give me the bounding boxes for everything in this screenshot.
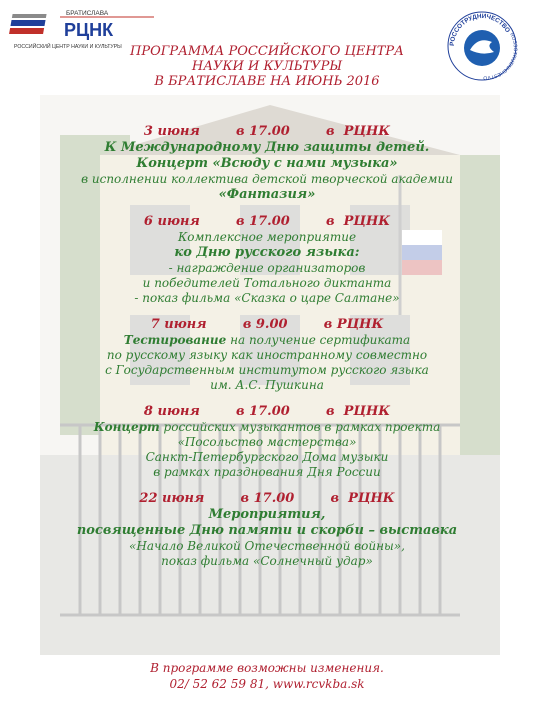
logo-arc-text-en: ROSSOTRUDNICHESTVO (483, 32, 518, 81)
event-time: в 9.00 (242, 317, 288, 332)
footer-contact: 02/ 52 62 59 81, www.rcvkba.sk (169, 677, 365, 691)
event-place: в РЦНК (323, 317, 384, 332)
event-line: с Государственным институтом русского языка (105, 363, 429, 377)
event-line: Мероприятия, (208, 507, 326, 522)
event-line: им. А.С. Пушкина (210, 378, 324, 392)
event-line: Санкт-Петербургского Дома музыки (145, 450, 389, 464)
rossotrudnichestvo-logo (442, 6, 522, 86)
event-line: Комплексное мероприятие (177, 230, 357, 244)
event-line: «Начало Великой Отечественной войны», (129, 539, 405, 553)
event-line: посвященные Дню памяти и скорби – выставка (76, 523, 458, 538)
event-line: «Посольство мастерства» (177, 435, 357, 449)
event-item (30, 124, 504, 203)
event-header (30, 214, 504, 230)
title-line: В БРАТИСЛАВЕ НА ИЮНЬ 2016 (154, 74, 380, 89)
event-date: 6 июня (143, 214, 200, 229)
event-place: в РЦНК (326, 404, 391, 419)
event-line (30, 333, 504, 348)
logo-city-text: БРАТИСЛАВА (66, 10, 109, 17)
event-item (30, 491, 504, 569)
event-item (30, 214, 504, 306)
events-list (30, 124, 504, 580)
logo-arc-text-ru: РОССОТРУДНИЧЕСТВО (448, 12, 512, 47)
event-line: «Фантазия» (218, 187, 316, 202)
event-item (30, 317, 504, 393)
event-place: в РЦНК (326, 124, 391, 139)
event-time: в 17.00 (236, 404, 290, 419)
event-header (30, 404, 504, 420)
event-line: и победителей Тотального диктанта (142, 276, 392, 290)
event-line: в исполнении коллектива детской творческой академии (81, 172, 453, 186)
event-line-lead: Концерт (93, 420, 160, 434)
event-time: в 17.00 (236, 214, 290, 229)
event-date: 22 июня (139, 491, 205, 506)
event-line-rest: на получение сертификата (226, 333, 411, 347)
event-line: ко Дню русского языка: (174, 245, 360, 260)
event-date: 7 июня (150, 317, 207, 332)
page-footer (60, 660, 474, 692)
event-time: в 17.00 (240, 491, 295, 506)
event-time: в 17.00 (236, 124, 290, 139)
event-line: показ фильма «Солнечный удар» (161, 554, 373, 568)
event-place: в РЦНК (330, 491, 395, 506)
event-line: по русскому языку как иностранному совместно (106, 348, 428, 362)
event-header (30, 491, 504, 507)
logo-abbr-text: РЦНК (64, 20, 114, 40)
event-line: - награждение организаторов (168, 261, 366, 275)
title-line: ПРОГРАММА РОССИЙСКОГО ЦЕНТРА (129, 44, 404, 59)
title-line: НАУКИ И КУЛЬТУРЫ (191, 59, 343, 74)
event-line: - показ фильма «Сказка о царе Салтане» (134, 291, 400, 305)
event-header (30, 317, 504, 333)
logo-full-name-text: РОССИЙСКИЙ ЦЕНТР НАУКИ И КУЛЬТУРЫ (14, 44, 122, 50)
event-header (30, 124, 504, 140)
event-line (30, 420, 504, 435)
event-place: в РЦНК (326, 214, 391, 229)
rcnk-emblem-icon (9, 14, 47, 34)
footer-note: В программе возможны изменения. (150, 661, 384, 675)
event-line: в рамках празднования Дня России (153, 465, 381, 479)
event-line-rest: российских музыкантов в рамках проекта (159, 420, 441, 434)
event-date: 3 июня (143, 124, 200, 139)
event-line: К Международному Дню защиты детей. (104, 140, 430, 155)
event-item (30, 404, 504, 480)
event-date: 8 июня (143, 404, 200, 419)
page-title (100, 44, 434, 89)
event-line-lead: Тестирование (123, 333, 227, 347)
event-line: Концерт «Всюду с нами музыка» (136, 156, 398, 171)
